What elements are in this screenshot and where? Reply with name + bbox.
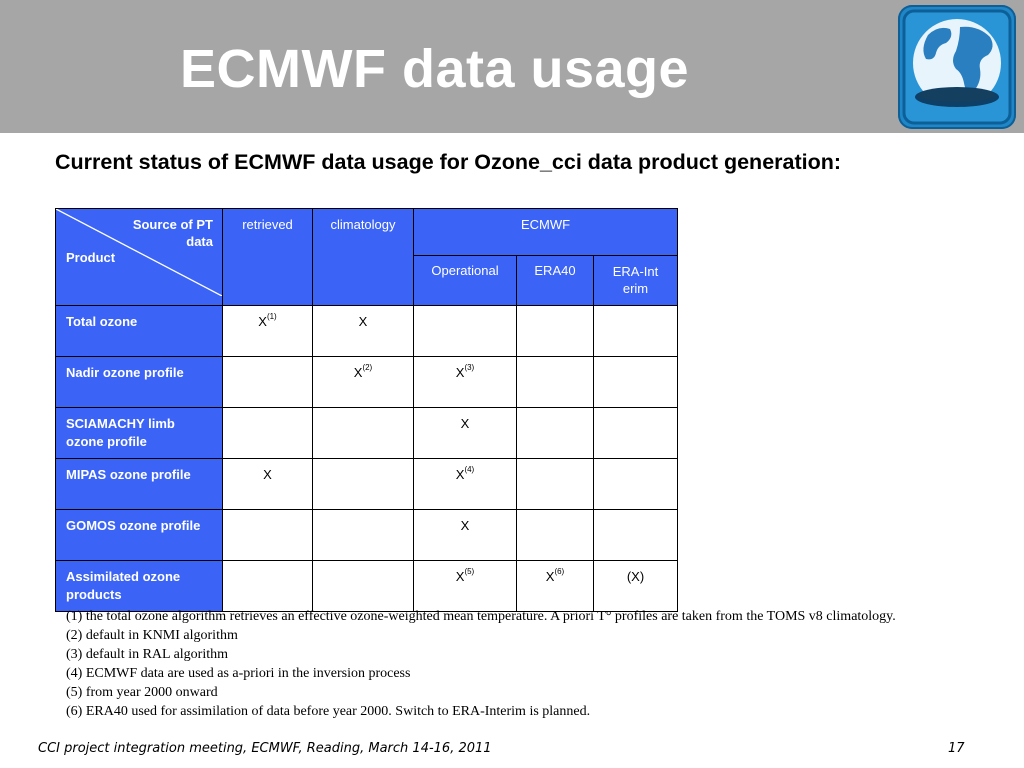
- row-label: GOMOS ozone profile: [56, 510, 223, 561]
- header-operational: Operational: [414, 256, 517, 306]
- footer-text: CCI project integration meeting, ECMWF, Reading, March 14-16, 2011: [38, 741, 492, 756]
- cell-value: (X): [626, 569, 645, 584]
- cell-value: X: [353, 365, 363, 380]
- footnotes: [66, 607, 896, 721]
- cell-value: X: [258, 314, 267, 329]
- cell-value: X: [545, 569, 555, 584]
- cell-climatology: [313, 357, 414, 408]
- cell-value: X: [460, 518, 470, 533]
- cell-retrieved: [223, 459, 313, 510]
- table-row: [56, 510, 678, 561]
- footnote-ref: (6): [554, 567, 565, 576]
- cell-value: X: [460, 416, 470, 431]
- cell-climatology: [313, 459, 414, 510]
- cell-era40: [517, 357, 594, 408]
- row-label: SCIAMACHY limb ozone profile: [56, 408, 223, 459]
- page-number: 17: [948, 741, 965, 756]
- footnote-1: (1) the total ozone algorithm retrieves an effective ozone-weighted mean temperature. A priori T° profiles are taken from the TOMS v8 climatology.: [66, 609, 896, 624]
- cell-operational: [414, 408, 517, 459]
- corner-product-label: Product: [66, 250, 116, 265]
- cell-era-interim: [594, 459, 678, 510]
- corner-source-label: Source of PT data: [132, 217, 213, 249]
- footnote-6: (6) ERA40 used for assimilation of data before year 2000. Switch to ERA-Interim is planned.: [66, 704, 591, 719]
- cell-operational: [414, 306, 517, 357]
- cell-operational: [414, 561, 517, 612]
- cell-retrieved: [223, 306, 313, 357]
- cell-value: X: [263, 467, 272, 482]
- footnote-2: (2) default in KNMI algorithm: [66, 628, 238, 643]
- header-era40: ERA40: [517, 256, 594, 306]
- table-row: [56, 357, 678, 408]
- cell-era-interim: [594, 510, 678, 561]
- footnote-ref: (3): [464, 363, 475, 372]
- cell-climatology: [313, 306, 414, 357]
- table-row: [56, 561, 678, 612]
- slide-title: ECMWF data usage: [180, 39, 690, 99]
- row-label: Nadir ozone profile: [56, 357, 223, 408]
- cell-retrieved: [223, 357, 313, 408]
- cell-climatology: [313, 561, 414, 612]
- header-era-interim: [594, 256, 678, 306]
- cell-value: X: [455, 365, 465, 380]
- cell-value: X: [455, 569, 465, 584]
- cell-retrieved: [223, 510, 313, 561]
- cell-operational: [414, 357, 517, 408]
- cell-retrieved: [223, 408, 313, 459]
- cell-era-interim: [594, 408, 678, 459]
- cell-operational: [414, 459, 517, 510]
- cell-era40: [517, 306, 594, 357]
- cell-value: X: [455, 467, 465, 482]
- globe-logo-icon: [898, 5, 1016, 129]
- row-label: Total ozone: [56, 306, 223, 357]
- cell-era40: [517, 408, 594, 459]
- cell-retrieved: [223, 561, 313, 612]
- cell-climatology: [313, 408, 414, 459]
- header-retrieved: retrieved: [223, 209, 313, 306]
- corner-header-cell: [56, 209, 223, 306]
- footnote-5: (5) from year 2000 onward: [66, 685, 218, 700]
- header-era-interim-label: ERA-Interim: [612, 264, 659, 296]
- row-label: MIPAS ozone profile: [56, 459, 223, 510]
- data-usage-table: [55, 208, 678, 612]
- cell-era-interim: [594, 306, 678, 357]
- table-row: [56, 408, 678, 459]
- footnote-ref: (1): [266, 312, 277, 321]
- header-climatology: climatology: [313, 209, 414, 306]
- cell-era-interim: [594, 357, 678, 408]
- row-label: Assimilated ozone products: [56, 561, 223, 612]
- header-ecmwf: ECMWF: [414, 209, 678, 256]
- cell-climatology: [313, 510, 414, 561]
- footnote-4: (4) ECMWF data are used as a-priori in the inversion process: [66, 666, 411, 681]
- cell-era40: [517, 459, 594, 510]
- footnote-ref: (4): [464, 465, 475, 474]
- footnote-ref: (5): [464, 567, 475, 576]
- footnote-ref: (2): [362, 363, 373, 372]
- table-row: [56, 459, 678, 510]
- footnote-3: (3) default in RAL algorithm: [66, 647, 228, 662]
- cell-operational: [414, 510, 517, 561]
- cell-era40: [517, 510, 594, 561]
- cell-era-interim: [594, 561, 678, 612]
- cell-era40: [517, 561, 594, 612]
- slide-subtitle: Current status of ECMWF data usage for Ozone_cci data product generation:: [55, 150, 842, 174]
- table-row: [56, 306, 678, 357]
- cell-value: X: [358, 314, 368, 329]
